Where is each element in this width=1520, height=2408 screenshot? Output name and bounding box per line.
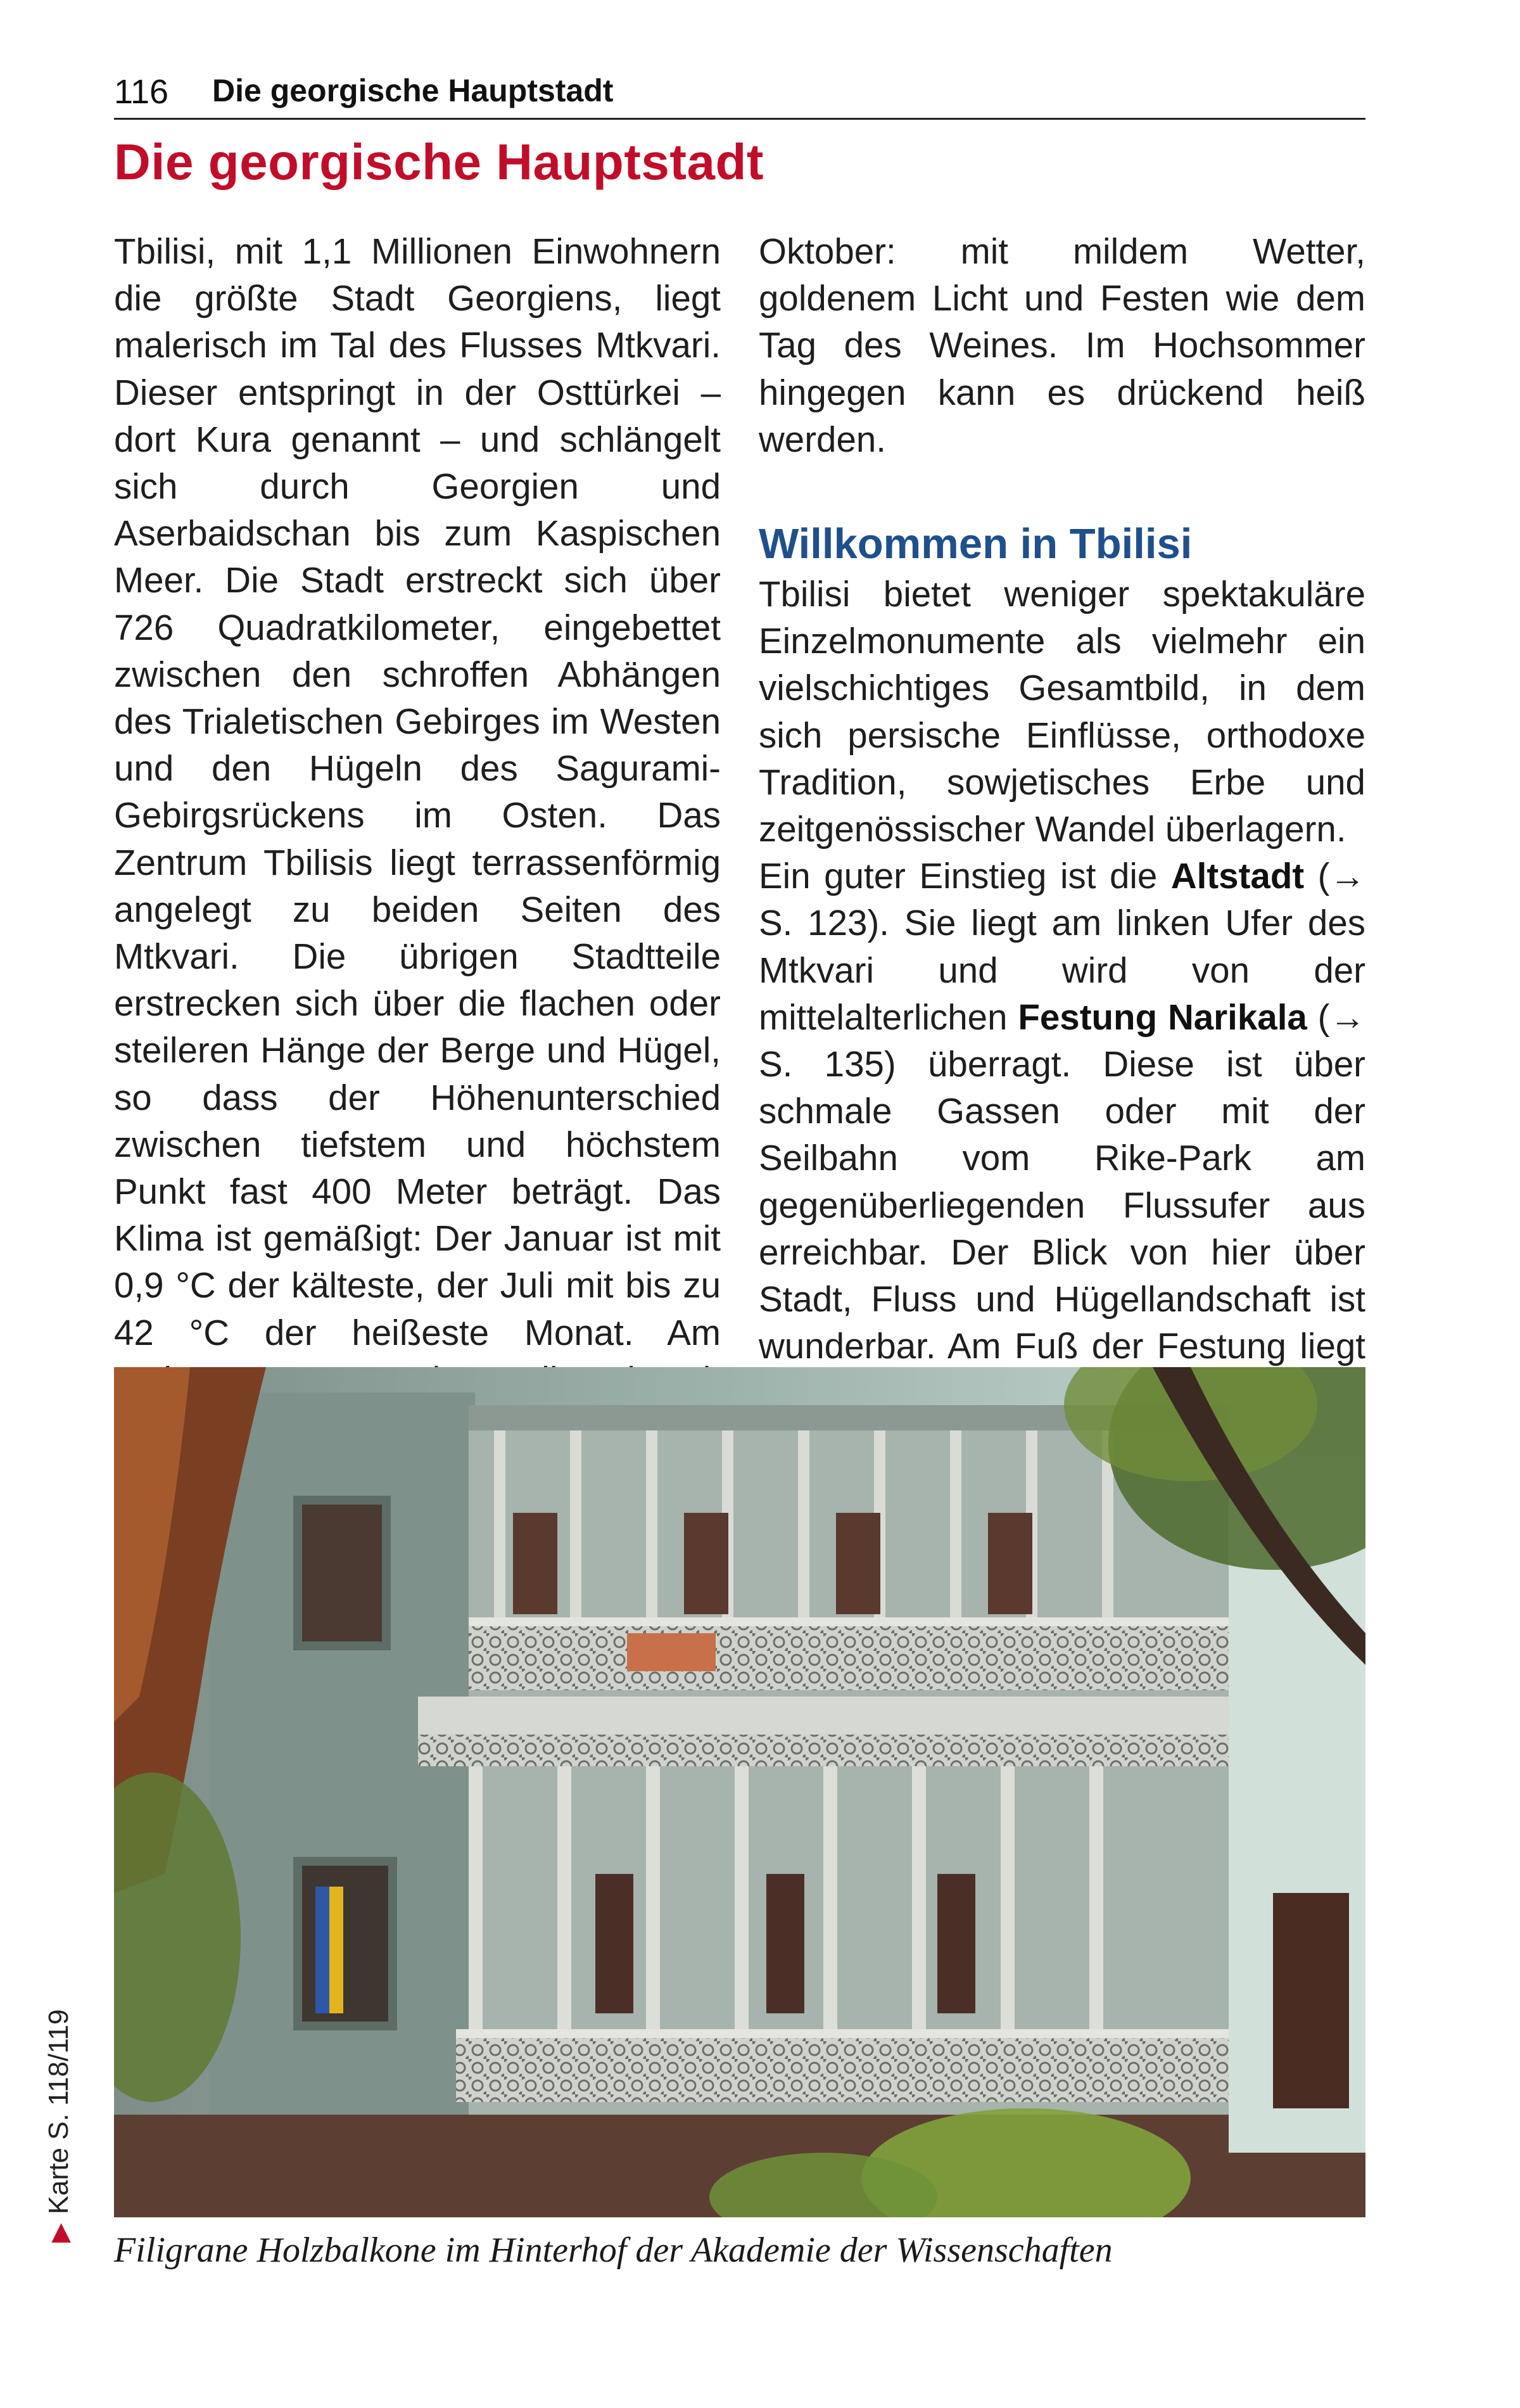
chapter-title: Die georgische Hauptstadt	[114, 134, 764, 190]
balcony-photo-illustration	[114, 1367, 1365, 2217]
photo-caption: Filigrane Holzbalkone im Hinterhof der Akademie der Wissenschaften	[114, 2231, 1113, 2270]
para2-text-c: (→ S. 135) überragt. Diese ist über schmale Gassen oder mit der Seilbahn vom Rike-Park am gegenüberliegenden Flussufer aus erreichbar. Der Blick von hier über Stadt, Fluss und Hügellandschaft ist wunderbar. Am Fuß der Festung liegt	[759, 997, 1365, 1366]
triangle-icon: ▶	[46, 2223, 73, 2243]
map-reference	[43, 2010, 75, 2243]
para2-text-b: (→ S. 123). Sie liegt am linken Ufer des Mtkvari und wird von der mittelalterlichen	[759, 856, 1365, 1037]
intro-paragraph: Tbilisi, mit 1,1 Millionen Einwohnern die größte Stadt Georgiens, liegt malerisch im Tal des Flusses Mtkvari. Dieser entspringt in der Osttürkei – dort Kura genannt – und schlängelt sich durch Georgien und Aserbaidschan bis zum Kaspischen Meer. Die Stadt erstreckt sich über 726 Quadratkilometer, eingebettet zwischen den schroffen Abhängen des Trialetischen Gebirges im Westen und den Hügeln des Sagurami-Gebirgsrückens im Osten. Das Zentrum Tbilisis liegt terrassenförmig angelegt zu beiden Seiten des Mtkvari. Die übrigen Stadtteile erstrecken sich über die flachen oder steileren Hänge der Berge und Hügel, so dass der Höhenunterschied zwischen tiefstem und höchstem Punkt fast 400 Meter beträgt. Das Klima ist gemäßigt: Der Januar ist mit 0,9 °C der kälteste, der Juli mit bis zu 42 °C der heißeste Monat. Am	[114, 231, 721, 1353]
festung-narikala-term: Festung Narikala	[1018, 997, 1307, 1037]
running-head-title: Die georgische Hauptstadt	[212, 73, 614, 108]
map-reference-text: Karte S. 118/119	[43, 2009, 74, 2215]
page-number: 116	[114, 73, 169, 111]
text-column-right	[759, 228, 1365, 1511]
balcony-photo	[114, 1367, 1365, 2217]
text-column-left	[114, 228, 721, 1545]
intro-paragraph-continued: Oktober: mit mildem Wetter, goldenem Licht und Festen wie dem Tag des Weines. Im Hochsommer hingegen kann es drückend heiß werden.	[759, 231, 1365, 459]
para2-text-a: Ein guter Einstieg ist die	[759, 856, 1171, 896]
altstadt-term: Altstadt	[1170, 856, 1305, 896]
running-head	[114, 68, 1365, 120]
section-title: Willkommen in Tbilisi	[759, 520, 1193, 568]
section-paragraph-1: Tbilisi bietet weniger spektakuläre Einzelmonumente als vielmehr ein vielschichtiges Gesamtbild, in dem sich persische Einflüsse, orthodoxe Tradition, sowjetisches Erbe und zeitgenössischer Wandel überlagern.	[759, 574, 1365, 850]
